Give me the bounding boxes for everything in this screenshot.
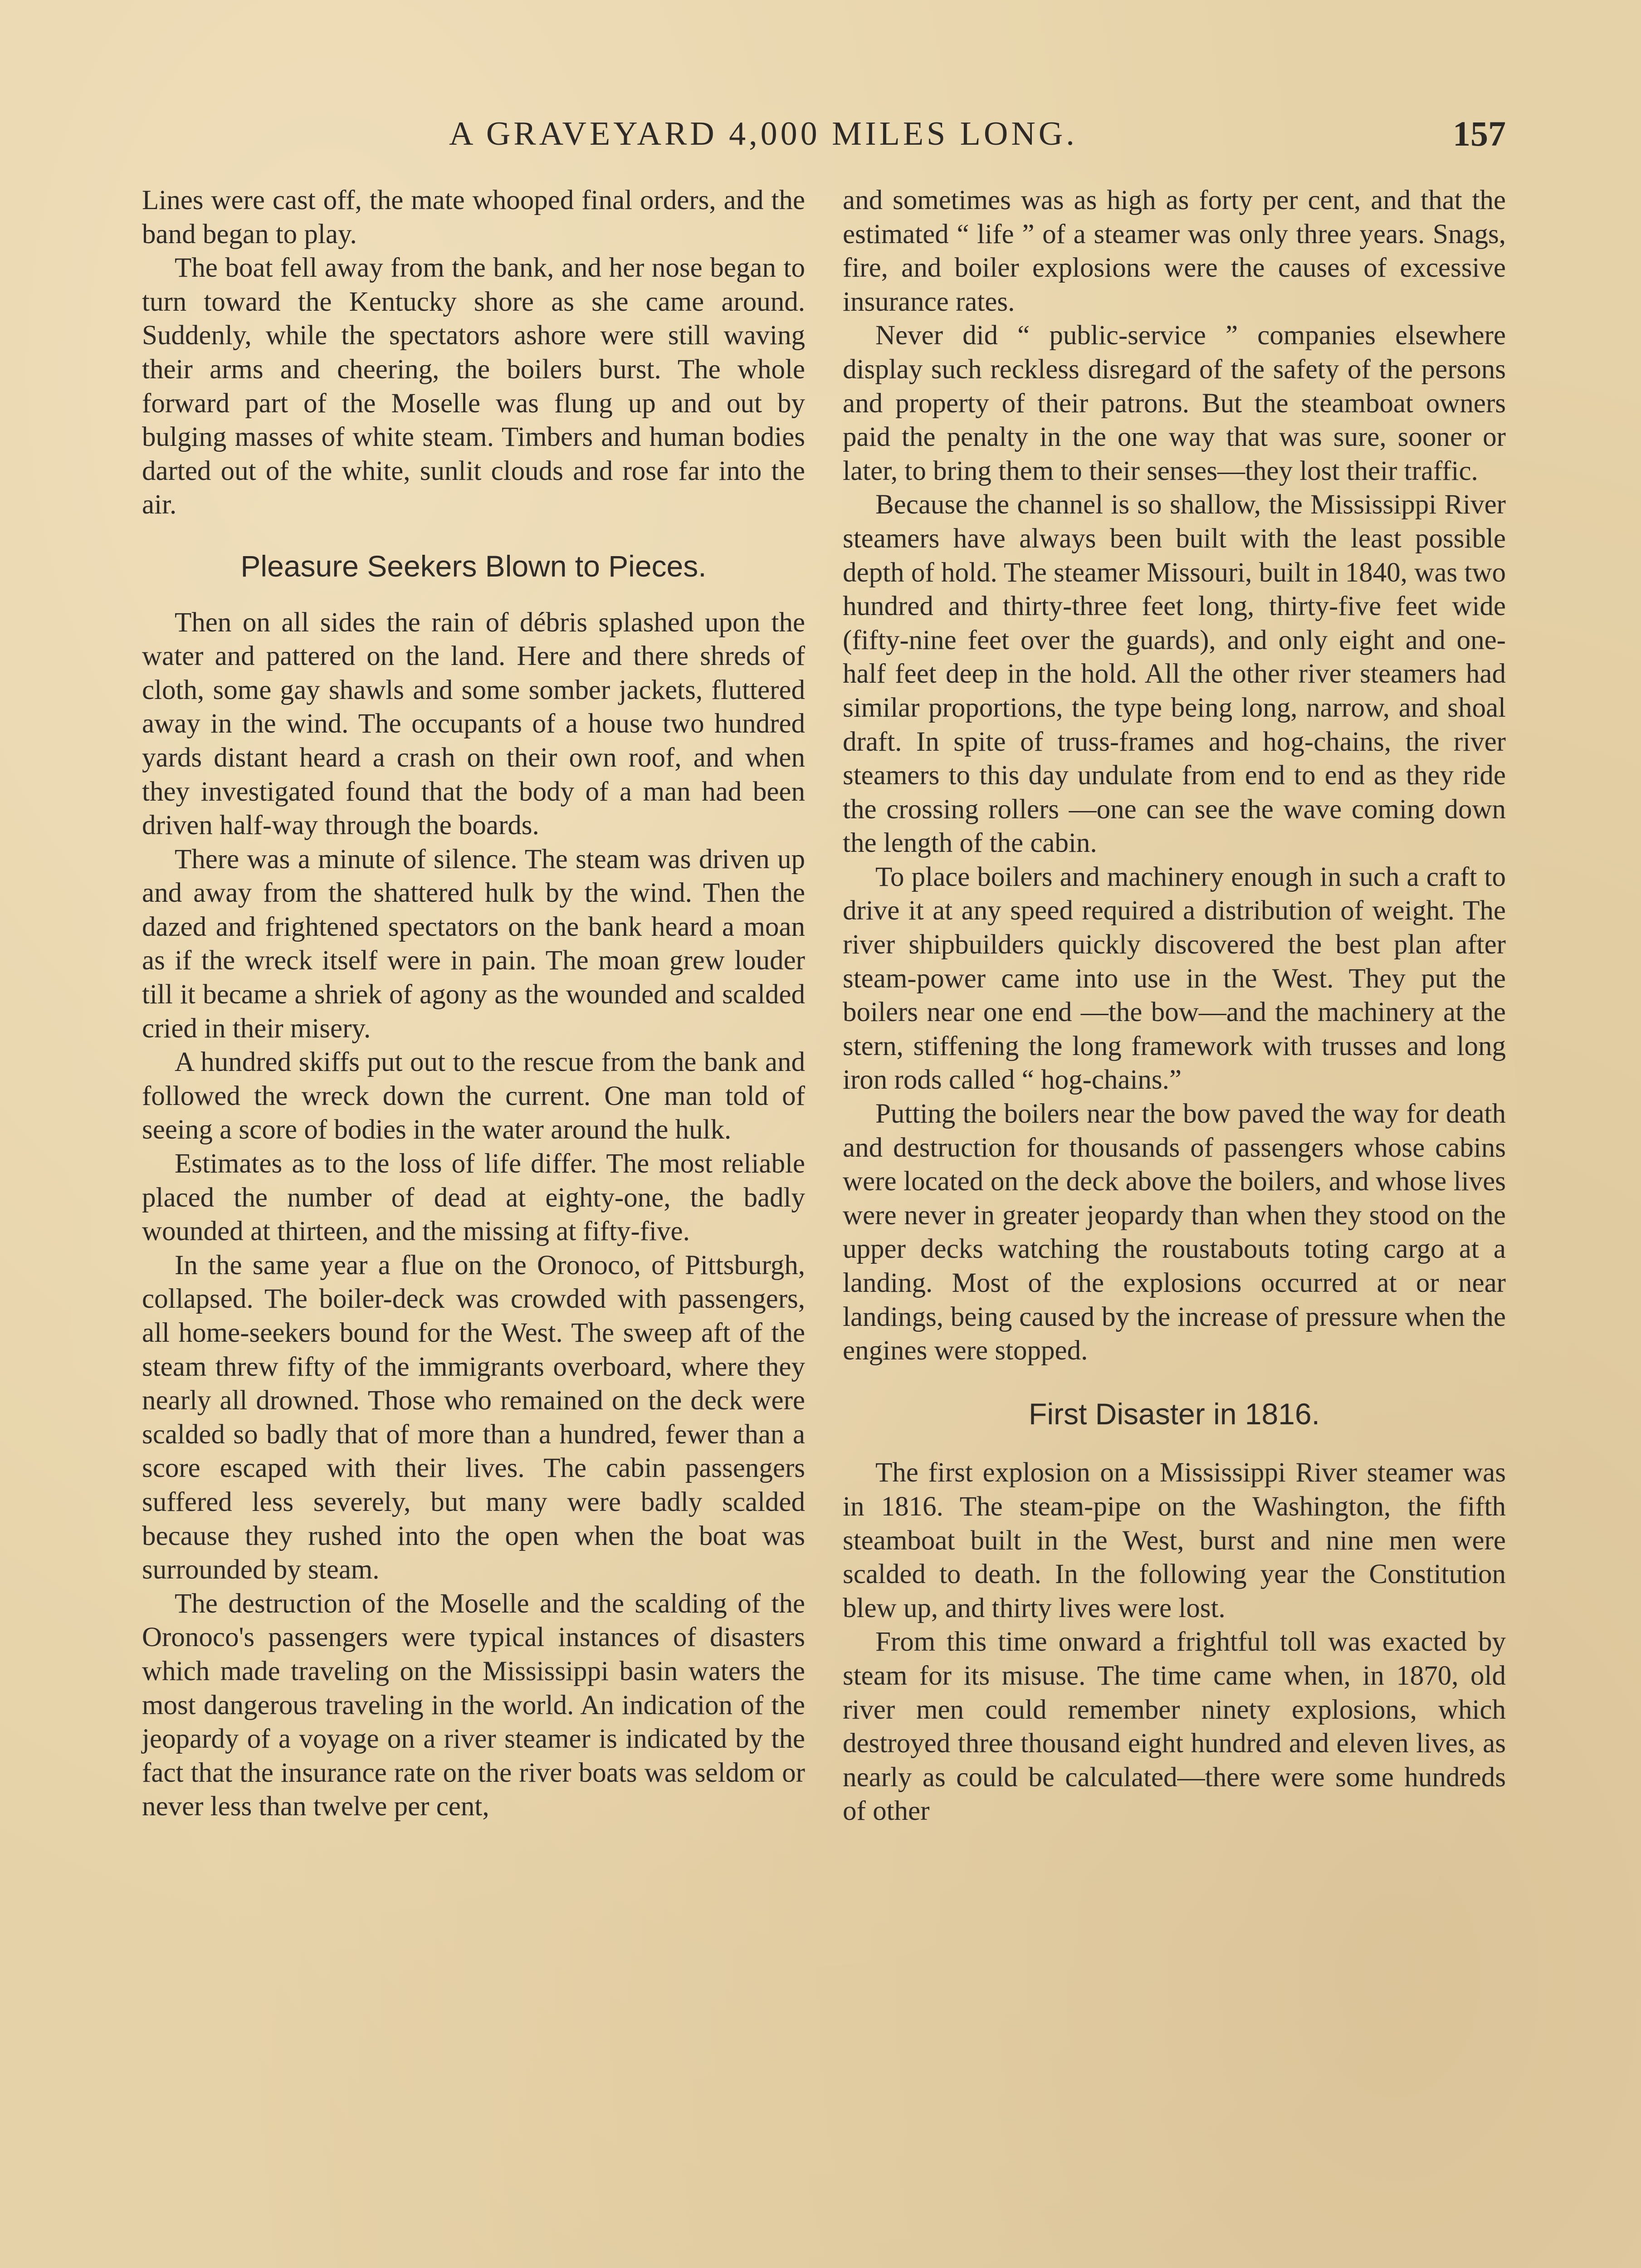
paragraph: and sometimes was as high as forty per cent, and that the estimated “ life ” of a steamer was only three years. Snags, fire, and boiler explosions were the causes of excessive insurance rates. <box>843 185 1506 317</box>
paragraph: The destruction of the Moselle and the scalding of the Oronoco's passengers were typical instances of disasters which made traveling on the Mississippi basin waters the most dangerous traveling in the world. An indication of the jeopardy of a voyage on a river steamer is indicated by the fact that the insurance rate on the river boats was seldom or never less than twelve per cent, <box>142 1588 805 1822</box>
paragraph: The boat fell away from the bank, and her nose began to turn toward the Kentucky shore as she came around. Suddenly, while the spectators ashore were still waving their arms and cheering, the boilers burst. The whole forward part of the Moselle was flung up and out by bulging masses of white steam. Timbers and human bodies darted out of the white, sunlit clouds and rose far into the air. <box>142 253 805 520</box>
paragraph: Because the channel is so shallow, the Mississippi River steamers have always been built with the least possible depth of hold. The steamer Missouri, built in 1840, was two hundred and thirty-three feet long, thirty-five feet wide (fifty-nine feet over the guards), and only eight and one-half feet deep in the hold. All the other river steamers had similar proportions, the type being long, narrow, and shoal draft. In spite of truss-frames and hog-chains, the river steamers to this day undulate from end to end as they ride the crossing rollers —one can see the wave coming down the length of the cabin. <box>843 489 1506 859</box>
paragraph: To place boilers and machinery enough in such a craft to drive it at any speed required a distribution of weight. The river shipbuilders quickly discovered the best plan after steam-power came into use in the West. They put the boilers near one end —the bow—and the machinery at the stern, stiffening the long framework with trusses and long iron rods called “ hog-chains.” <box>843 861 1506 1095</box>
paragraph: Lines were cast off, the mate whooped final orders, and the band began to play. <box>142 185 805 249</box>
paragraph: The first explosion on a Mississippi River steamer was in 1816. The steam-pipe on the Washington, the fifth steamboat built in the West, burst and nine men were scalded to death. In the following year the Constitution blew up, and thirty lives were lost. <box>843 1457 1506 1623</box>
paragraph: Then on all sides the rain of débris splashed upon the water and pattered on the land. Here and there shreds of cloth, some gay shawls and some somber jackets, fluttered away in the wind. The occupants of a house two hundred yards distant heard a crash on their own roof, and when they investigated found that the body of a man had been driven half-way through the boards. <box>142 607 805 841</box>
page-number: 157 <box>1453 114 1506 153</box>
running-head <box>136 109 1506 159</box>
right-column <box>843 184 1506 1828</box>
left-column <box>142 184 805 1824</box>
section-heading: First Disaster in 1816. <box>1029 1397 1320 1431</box>
paragraph: In the same year a flue on the Oronoco, of Pittsburgh, collapsed. The boiler-deck was crowded with passengers, all home-seekers bound for the West. The sweep aft of the steam threw fifty of the immigrants overboard, where they nearly all drowned. Those who remained on the deck were scalded so badly that of more than a hundred, fewer than a score escaped with their lives. The cabin passengers suffered less severely, but many were badly scalded because they rushed into the open when the boat was surrounded by steam. <box>142 1250 805 1585</box>
paragraph: Estimates as to the loss of life differ. The most reliable placed the number of dead at eighty-one, the badly wounded at thirteen, and the missing at fifty-five. <box>142 1149 805 1247</box>
paragraph: A hundred skiffs put out to the rescue from the bank and followed the wreck down the current. One man told of seeing a score of bodies in the water around the hulk. <box>142 1047 805 1145</box>
paragraph: From this time onward a frightful toll was exacted by steam for its misuse. The time came when, in 1870, old river men could remember ninety explosions, which destroyed three thousand eight hundred and eleven lives, as nearly as could be calculated—there were some hundreds of other <box>843 1627 1506 1827</box>
paragraph: There was a minute of silence. The steam was driven up and away from the shattered hulk by the wind. Then the dazed and frightened spectators on the bank heard a moan as if the wreck itself were in pain. The moan grew louder till it became a shriek of agony as the wounded and scalded cried in their misery. <box>142 844 805 1044</box>
running-title: A GRAVEYARD 4,000 MILES LONG. <box>449 115 1078 152</box>
paragraph: Putting the boilers near the bow paved the way for death and destruction for thousands of passengers whose cabins were located on the deck above the boilers, and whose lives were never in greater jeopardy than when they stood on the upper decks watching the roustabouts toting cargo at a landing. Most of the explosions occurred at or near landings, being caused by the increase of pressure when the engines were stopped. <box>843 1099 1506 1366</box>
paragraph: Never did “ public-service ” companies elsewhere display such reckless disregard of the safety of the persons and property of their patrons. But the steamboat owners paid the penalty in the one way that was sure, sooner or later, to bring them to their senses—they lost their traffic. <box>843 320 1506 486</box>
section-heading: Pleasure Seekers Blown to Pieces. <box>240 549 707 583</box>
